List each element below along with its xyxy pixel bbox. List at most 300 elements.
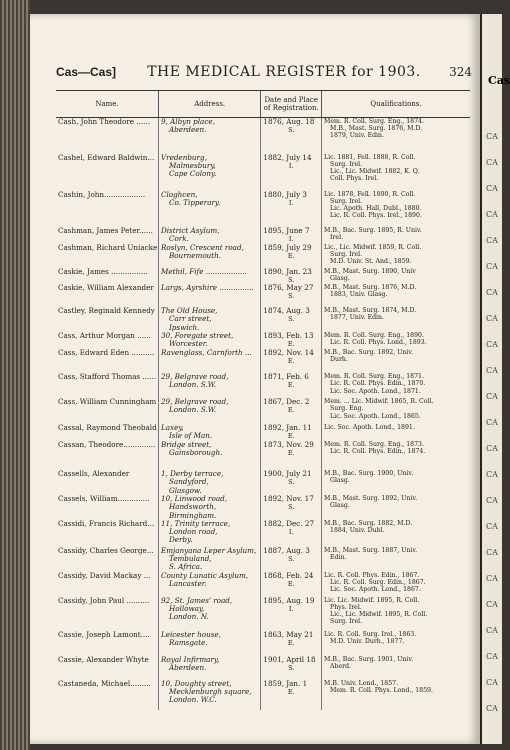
facing-page-mark: CA (486, 392, 498, 401)
entry-registration (261, 191, 322, 227)
address-line: London road, (168, 527, 218, 537)
registration-date: 1868, Feb. 24 (263, 570, 314, 580)
registration-place: E. (287, 357, 295, 366)
registration-place: E. (287, 340, 295, 349)
entry-registration (261, 244, 322, 268)
entry-qualifications (322, 441, 470, 470)
entry-address (158, 154, 260, 191)
address-line: 29, Belgrave road, (160, 372, 229, 382)
qualification-line: Lic. Soc. Apoth. Lond., 1865. (330, 412, 421, 420)
entry-name: Cass, Edward Eden .......... (58, 348, 155, 358)
qualification-line: Glasg. (330, 274, 350, 282)
qualification-line: Surg. Irel. (330, 250, 363, 258)
entry-registration (261, 441, 322, 470)
qualification-line: Lic. 1878, Fell. 1890, R. Coll. (324, 190, 416, 198)
registration-place: I. (288, 198, 294, 207)
qualification-line: Lic. R. Coll. Phys. Edin., 1870. (330, 380, 426, 388)
column-header-registration: Date and Place of Registration. (261, 91, 322, 118)
column-header-qualifications: Qualifications. (322, 91, 470, 118)
registration-date: 1895, Aug. 19 (263, 595, 315, 605)
qualification-line: Glasg. (330, 502, 350, 510)
entry-registration (261, 332, 322, 349)
entry-registration (261, 520, 322, 547)
table-row (56, 424, 470, 441)
entry-name: Cass, Stafford Thomas ...... (58, 372, 157, 382)
entry-registration (261, 656, 322, 680)
qualification-line: Aberd. (330, 663, 352, 671)
registration-date: 1882, July 14 (263, 152, 312, 162)
table-row (56, 597, 470, 631)
registration-place: S. (288, 292, 295, 301)
address-line: Leicester house, (160, 629, 221, 639)
table-row (56, 268, 470, 285)
entry-address (158, 118, 260, 154)
entry-name: Cassels, William.............. (58, 493, 150, 503)
qualification-line: Lic. Soc. Apoth. Lond., 1867. (330, 586, 421, 594)
registration-date: 1859, Jan. 1 (263, 678, 308, 688)
address-line: Ramsgate. (168, 638, 208, 648)
address-line: Aberdeen. (168, 663, 207, 673)
table-row (56, 441, 470, 470)
entry-address (158, 398, 260, 424)
registration-place: I. (288, 234, 294, 243)
entry-address (158, 227, 260, 244)
qualification-line: Lic., Lic. Midwif. 1895, R. Coll. (330, 611, 428, 619)
entry-qualifications (322, 118, 470, 154)
entry-registration (261, 373, 322, 398)
entry-name: Cassidy, John Paul .......... (58, 595, 150, 605)
qualification-line: 1883, Univ. Glasg. (330, 291, 388, 299)
address-line: Holloway, (168, 604, 205, 614)
facing-page-mark: CA (486, 496, 498, 505)
entry-name: Caskie, James ................ (58, 266, 148, 276)
address-line: The Old House, (160, 306, 218, 316)
facing-page-mark: CA (486, 652, 498, 661)
table-row (56, 495, 470, 520)
facing-page-mark: CA (486, 626, 498, 635)
address-line: Handsworth, (168, 502, 217, 512)
entry-address (158, 470, 260, 495)
address-line: County Lunatic Asylum, (160, 570, 249, 580)
entry-registration (261, 227, 322, 244)
registration-date: 1876, Aug. 18 (263, 117, 315, 126)
facing-page-mark: CA (486, 444, 498, 453)
address-line: 29, Belgrave road, (160, 397, 229, 407)
table-row (56, 470, 470, 495)
table-row (56, 307, 470, 332)
entry-qualifications (322, 631, 470, 656)
qualification-line: Lic., Lic. Midwif. 1859, R. Coll. (324, 243, 422, 251)
entry-name: Cassidi, Francis Richard... (58, 518, 155, 528)
qualification-line: Lic. Soc. Apoth. Lond., 1871. (330, 387, 421, 395)
facing-page-mark: CA (486, 314, 498, 323)
entry-qualifications (322, 332, 470, 349)
entry-address (158, 495, 260, 520)
qualification-line: Mem. R. Coll. Surg. Eng., 1874. (324, 118, 424, 125)
facing-page-header: Cas (488, 74, 510, 87)
qualification-line: Lic. Apoth. Hall, Dubl., 1880. (330, 204, 422, 212)
table-header-row (56, 91, 470, 118)
registration-date: 1863, May 21 (263, 629, 314, 639)
table-row (56, 680, 470, 710)
entry-qualifications (322, 424, 470, 441)
address-line: Bournemouth. (168, 250, 222, 260)
address-line: 30, Foregate street, (160, 331, 234, 341)
table-row (56, 547, 470, 572)
facing-page-mark: CA (486, 236, 498, 245)
register-table (56, 90, 470, 710)
column-header-address: Address. (158, 91, 260, 118)
address-line: S. Africa. (168, 562, 203, 572)
registration-date: 1892, Nov. 14 (263, 348, 314, 358)
entry-name: Cassan, Theodore.............. (58, 440, 156, 450)
entry-qualifications (322, 597, 470, 631)
address-line: Cork. (168, 233, 189, 243)
address-line: Tembuland, (168, 554, 212, 564)
address-line: London. N. (168, 612, 209, 622)
entry-address (158, 332, 260, 349)
entry-address (158, 680, 260, 710)
facing-page-mark: CA (486, 340, 498, 349)
registration-place: E. (287, 688, 295, 697)
qualification-line: M.B., Bac. Surg. 1900, Univ. (324, 470, 414, 478)
address-line: Ipswich. (168, 322, 200, 332)
registration-place: S. (288, 315, 295, 324)
address-line: Gainsborough. (168, 448, 223, 458)
entry-address (158, 373, 260, 398)
table-row (56, 349, 470, 373)
entry-qualifications (322, 307, 470, 332)
address-line: Worcester. (168, 339, 208, 349)
registration-place: E. (287, 381, 295, 390)
qualification-line: 1879, Univ. Edin. (330, 132, 384, 140)
registration-date: 1901, April 18 (263, 654, 316, 664)
qualification-line: M.B., Bac. Surg. 1901, Univ. (324, 655, 414, 663)
column-header-name: Name. (56, 91, 158, 118)
address-line: Mecklenburgh square, (168, 687, 252, 697)
registration-place: E. (287, 251, 295, 260)
qualification-line: M.B., Mast. Surg. 1890, Univ (324, 267, 416, 275)
registration-place: E. (287, 580, 295, 589)
qualification-line: M.B., Mast. Surg. 1874, M.D. (324, 307, 417, 315)
registration-place: S. (288, 555, 295, 564)
entry-address (158, 597, 260, 631)
entry-name: Cassidy, David Mackay ... (58, 570, 151, 580)
entry-address (158, 244, 260, 268)
registration-place: E. (287, 449, 295, 458)
qualification-line: Mem. ... Lic. Midwif. 1865, R. Coll. (324, 398, 434, 406)
address-line: 11, Trinity terrace, (160, 518, 231, 528)
facing-page-mark: CA (486, 470, 498, 479)
qualification-line: Lic., Lic. Midwif. 1882, K. Q. (330, 167, 420, 175)
entry-name: Caskie, William Alexander (58, 283, 154, 293)
qualification-line: Lic. R. Coll. Phys. Irel., 1890. (330, 212, 422, 220)
entry-registration (261, 154, 322, 191)
table-row (56, 227, 470, 244)
entry-name: Cass, Arthur Morgan ...... (58, 331, 151, 341)
register-entries (56, 118, 470, 710)
address-line: Ravenglass, Carnforth ... (160, 348, 252, 358)
registration-place: I. (288, 161, 294, 170)
entry-address (158, 656, 260, 680)
address-line: Isle of Man. (168, 431, 213, 441)
facing-page-mark: CA (486, 288, 498, 297)
qualification-line: M.B., Mast. Surg. 1876, M.D. (324, 284, 417, 292)
facing-page-mark: CA (486, 704, 498, 713)
address-line: 10, Linwood road, (160, 493, 227, 503)
address-line: Cloghcen, (160, 189, 198, 199)
qualification-line: M.D. Univ. St. And., 1859. (330, 257, 412, 265)
address-line: Glasgow. (168, 485, 202, 495)
registration-place: I. (288, 528, 294, 537)
entry-registration (261, 572, 322, 597)
registration-date: 1873, Nov. 29 (263, 440, 314, 450)
address-line: Carr street, (168, 314, 212, 324)
qualification-line: M.B., Mast. Surg. 1892, Univ. (324, 494, 418, 502)
address-line: Largs, Ayrshire ............... (160, 283, 254, 293)
address-line: Cape Colony. (168, 169, 217, 179)
table-row (56, 332, 470, 349)
entry-qualifications (322, 547, 470, 572)
page-range: Cas—Cas] (56, 65, 117, 79)
entry-qualifications (322, 470, 470, 495)
table-row (56, 572, 470, 597)
qualification-line: M.D. Univ. Durh., 1877. (330, 638, 405, 646)
facing-page-mark: CA (486, 574, 498, 583)
facing-page-edge (480, 14, 510, 744)
entry-address (158, 547, 260, 572)
entry-name: Cassidy, Charles George... (58, 545, 154, 555)
entry-registration (261, 680, 322, 710)
facing-page-mark: CA (486, 366, 498, 375)
entry-name: Cassie, Alexander Whyte (58, 654, 149, 664)
entry-address (158, 631, 260, 656)
entry-registration (261, 307, 322, 332)
entry-address (158, 424, 260, 441)
registration-date: 1887, Aug. 3 (263, 545, 310, 555)
qualification-line: M.B. Univ. Lond., 1857. (324, 679, 399, 687)
entry-registration (261, 268, 322, 285)
entry-address (158, 349, 260, 373)
entry-name: Cashel, Edward Baldwin... (58, 152, 155, 162)
entry-address (158, 441, 260, 470)
entry-address (158, 268, 260, 285)
entry-address (158, 191, 260, 227)
table-row (56, 118, 470, 154)
qualification-line: 1884, Univ. Dubl. (330, 527, 385, 535)
qualification-line: Edin. (330, 554, 347, 562)
table-row (56, 656, 470, 680)
facing-page-mark: CA (486, 600, 498, 609)
address-line: 1, Derby terrace, (160, 469, 224, 479)
facing-page-mark: CA (486, 184, 498, 193)
registration-place: I. (288, 605, 294, 614)
entry-name: Castley, Reginald Kennedy (58, 306, 155, 316)
address-line: London. W.C. (168, 695, 217, 705)
table-row (56, 373, 470, 398)
address-line: Birmingham. (168, 510, 217, 520)
entry-registration (261, 631, 322, 656)
entry-address (158, 307, 260, 332)
facing-page-mark: CA (486, 678, 498, 687)
qualification-line: Mem. R. Coll. Surg. Eng., 1890. (324, 332, 424, 340)
entry-registration (261, 470, 322, 495)
entry-qualifications (322, 680, 470, 710)
entry-qualifications (322, 284, 470, 307)
entry-name: Cashin, John.................. (58, 189, 146, 199)
registration-date: 1895, June 7 (263, 225, 310, 235)
entry-qualifications (322, 244, 470, 268)
facing-page-mark: CA (486, 210, 498, 219)
registration-date: 1882, Dec. 27 (263, 518, 315, 528)
entry-name: Cassal, Raymond Theobald (58, 423, 157, 433)
table-row (56, 154, 470, 191)
registration-date: 1876, May 27 (263, 283, 314, 293)
entry-qualifications (322, 227, 470, 244)
registration-date: 1890, Jan. 23 (263, 266, 312, 276)
entry-name: Cashman, James Peter...... (58, 225, 153, 235)
entry-registration (261, 284, 322, 307)
registration-place: E. (287, 432, 295, 441)
facing-page-mark: CA (486, 262, 498, 271)
facing-page-mark: CA (486, 158, 498, 167)
table-row (56, 520, 470, 547)
registration-date: 1892, Jan. 11 (263, 423, 312, 433)
address-line: London. S.W. (168, 380, 217, 390)
address-line: Lancaster. (168, 579, 207, 589)
entry-name: Castaneda, Michael......... (58, 678, 151, 688)
registration-place: S. (288, 664, 295, 673)
table-row (56, 244, 470, 268)
qualification-line: Lic. R. Coll. Phys. Edin., 1874. (330, 448, 426, 456)
qualification-line: Surg. Irel. (330, 160, 363, 168)
qualification-line: Glasg. (330, 477, 350, 485)
entry-qualifications (322, 268, 470, 285)
qualification-line: Lic. Lic. Midwif. 1895, R. Coll. (324, 596, 420, 604)
entry-qualifications (322, 572, 470, 597)
address-line: Methil, Fife .................. (160, 266, 247, 276)
address-line: Co. Tipperary. (168, 197, 221, 207)
entry-name: Cassells, Alexander (58, 469, 130, 479)
qualification-line: M.B., Bac. Surg. 1892, Univ. (324, 349, 414, 357)
entry-registration (261, 398, 322, 424)
qualification-line: Surg. Eng. (330, 405, 364, 413)
address-line: Bridge street, (160, 440, 212, 450)
qualification-line: Lic. Soc. Apoth. Lond., 1891. (324, 424, 415, 432)
address-line: Malmesbury, (168, 160, 216, 170)
table-row (56, 191, 470, 227)
address-line: London. S.W. (168, 405, 217, 415)
address-line: Royal Infirmary, (160, 654, 220, 664)
qualification-line: Lic. 1881, Fell. 1888, R. Coll. (324, 153, 416, 161)
entry-name: Cass, William Cunningham (58, 397, 157, 407)
entry-qualifications (322, 398, 470, 424)
registration-date: 1880, July 3 (263, 189, 307, 199)
entry-registration (261, 547, 322, 572)
qualification-line: Durh. (330, 356, 348, 364)
qualification-line: M.B., Bac. Surg. 1895, R. Univ. (324, 226, 422, 234)
registration-date: 1892, Nov. 17 (263, 493, 314, 503)
entry-registration (261, 597, 322, 631)
entry-qualifications (322, 154, 470, 191)
qualification-line: Irel. (330, 233, 344, 241)
address-line: Vredenburg, (160, 152, 207, 162)
qualification-line: Lic. R. Coll. Surg. Irel., 1863. (324, 630, 417, 638)
qualification-line: 1877, Univ. Edin. (330, 314, 384, 322)
qualification-line: Surg. Irel. (330, 197, 363, 205)
facing-page-mark: CA (486, 132, 498, 141)
page-header (56, 64, 472, 84)
table-row (56, 284, 470, 307)
entry-qualifications (322, 349, 470, 373)
entry-qualifications (322, 373, 470, 398)
entry-qualifications (322, 656, 470, 680)
address-line: District Asylum, (160, 225, 220, 235)
table-row (56, 398, 470, 424)
entry-registration (261, 349, 322, 373)
address-line: Sandyford, (168, 477, 209, 487)
registration-date: 1859, July 29 (263, 242, 312, 252)
entry-registration (261, 424, 322, 441)
entry-qualifications (322, 495, 470, 520)
qualification-line: M.B., Mast. Surg. 1887, Univ. (324, 546, 418, 554)
entry-registration (261, 495, 322, 520)
qualification-line: Phys. Irel. (330, 604, 362, 612)
qualification-line: Mem. R. Coll. Surg. Eng., 1873. (324, 441, 424, 449)
qualification-line: Lic. R. Coll. Phys. Edin., 1867. (324, 571, 420, 579)
qualification-line: Mem. R. Coll. Phys. Lond., 1859. (330, 687, 433, 695)
facing-page-mark: CA (486, 522, 498, 531)
registration-place: E. (287, 406, 295, 415)
registration-date: 1874, Aug. 3 (263, 306, 310, 316)
register-page (30, 14, 480, 744)
address-line: Emjanyana Leper Asylum, (160, 545, 257, 555)
entry-qualifications (322, 520, 470, 547)
registration-date: 1867, Dec. 2 (263, 397, 310, 407)
qualification-line: Surg. Irel. (330, 618, 363, 626)
address-line: 92, St. James' road, (160, 595, 233, 605)
entry-registration (261, 118, 322, 154)
registration-place: S. (288, 478, 295, 487)
page-title: THE MEDICAL REGISTER for 1903. (147, 64, 421, 80)
registration-place: S. (288, 275, 295, 284)
entry-qualifications (322, 191, 470, 227)
qualification-line: Lic. R. Coll. Surg. Edin., 1867. (330, 579, 426, 587)
qualification-line: Mem. R. Coll. Surg. Eng., 1871. (324, 373, 424, 381)
facing-page-mark: CA (486, 418, 498, 427)
registration-date: 1900, July 21 (263, 469, 312, 479)
qualification-line: M.B., Bac. Surg. 1882, M.D. (324, 519, 413, 527)
entry-name: Cash, John Theodore ...... (58, 117, 151, 126)
registration-place: S. (288, 503, 295, 512)
table-row (56, 631, 470, 656)
registration-place: S. (288, 126, 295, 135)
address-line: Derby. (168, 535, 193, 545)
address-line: 10, Doughty street, (160, 678, 232, 688)
entry-address (158, 572, 260, 597)
facing-page-mark: CA (486, 548, 498, 557)
entry-address (158, 284, 260, 307)
address-line: 9, Albyn place, (160, 117, 215, 126)
qualification-line: Coll. Phys. Irel. (330, 175, 379, 183)
registration-date: 1871, Feb. 6 (263, 372, 309, 382)
registration-place: E. (287, 639, 295, 648)
entry-name: Cashman, Richard Uniacke (58, 242, 158, 252)
qualification-line: Lic. R. Coll. Phys. Lond., 1893. (330, 339, 427, 347)
address-line: Laxey, (160, 423, 184, 433)
entry-name: Cassie, Joseph Lamont.... (58, 629, 150, 639)
qualification-line: M.B., Mast. Surg. 1876, M.D. (330, 125, 423, 133)
